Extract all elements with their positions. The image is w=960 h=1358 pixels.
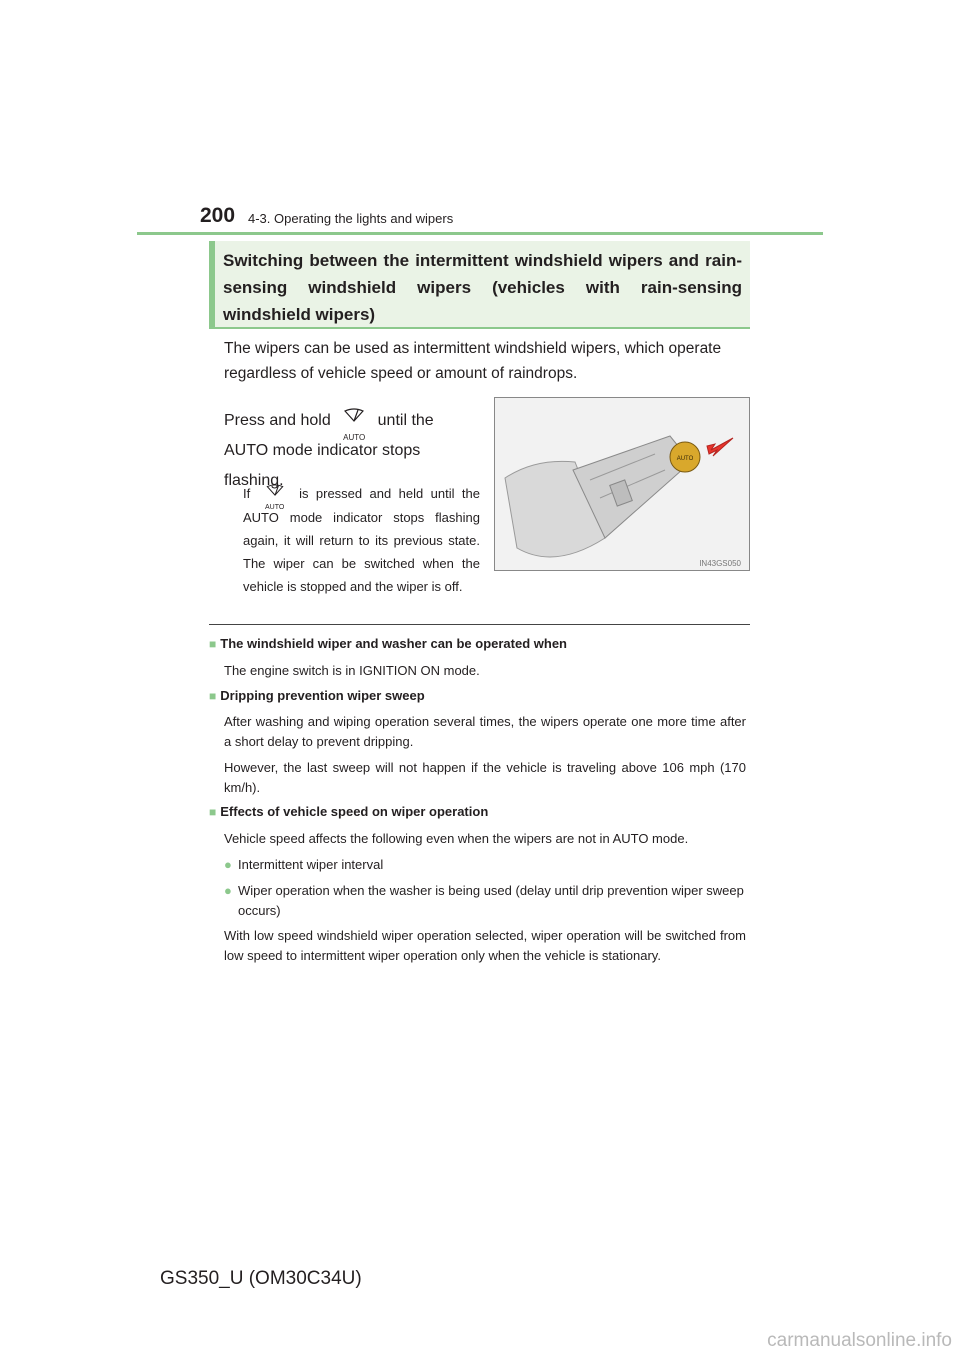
square-bullet-icon: ■ [209, 805, 217, 819]
step-text-before: Press and hold [224, 412, 331, 429]
wiper-auto-small-icon-label: AUTO [264, 503, 285, 511]
wiper-auto-icon [339, 408, 369, 442]
footer-model: GS350_U (OM30C34U) [160, 1268, 362, 1289]
figure-button-label: AUTO [676, 456, 694, 462]
step-note [243, 482, 480, 598]
item-paragraph: After washing and wiping operation several times, the wipers operate one more time after a short delay to prevent dripping. [224, 714, 746, 749]
square-bullet-icon: ■ [209, 689, 217, 703]
bullet-item [224, 881, 750, 921]
item-paragraph: Vehicle speed affects the following even when the wipers are not in AUTO mode. [224, 831, 689, 846]
section-heading: Switching between the intermittent windshield wipers and rain-sensing windshield wipers (vehicles with rain-sensing windshield wipers) [209, 241, 750, 329]
chapter-title: 4-3. Operating the lights and wipers [248, 211, 454, 226]
figure-code: IN43GS050 [699, 559, 741, 568]
wiper-auto-icon-label: AUTO [343, 432, 366, 442]
watermark: carmanualsonline.info [767, 1330, 952, 1351]
square-bullet-icon: ■ [209, 637, 217, 651]
item-heading-text: The windshield wiper and washer can be operated when [220, 636, 567, 651]
round-bullet-icon: ● [224, 883, 232, 898]
item-paragraph: With low speed windshield wiper operation selected, wiper operation will be switched from low speed to intermittent wiper operation only when the vehicle is stationary. [224, 928, 746, 963]
notes-divider [209, 624, 750, 625]
step-text-after: until the AUTO mode indicator stops flashing. [224, 412, 434, 489]
round-bullet-icon: ● [224, 857, 232, 872]
item-heading-operation [209, 636, 567, 651]
item-heading-text: Dripping prevention wiper sweep [220, 688, 425, 703]
bullet-item [224, 855, 750, 875]
item-heading-dripping [209, 688, 425, 703]
item-paragraph: The engine switch is in IGNITION ON mode. [224, 663, 480, 678]
header-rule [137, 232, 823, 235]
note-text-after: is pressed and held until the AUTO mode indicator stops flashing again, it will return to its previous state. The wiper can be switched when the vehicle is stopped and the wiper is off. [243, 486, 480, 594]
bullet-text: Intermittent wiper interval [238, 857, 384, 872]
page-number: 200 [200, 204, 236, 227]
wiper-lever-illustration [495, 398, 750, 571]
item-paragraph: However, the last sweep will not happen if the vehicle is traveling above 106 mph (170 km/h). [224, 760, 746, 795]
note-text-before: If [243, 486, 251, 501]
item-heading-text: Effects of vehicle speed on wiper operation [220, 804, 489, 819]
bullet-text: Wiper operation when the washer is being used (delay until drip prevention wiper sweep occurs) [238, 883, 744, 918]
wiper-lever-figure [494, 397, 750, 571]
item-heading-speed [209, 804, 488, 819]
section-intro: The wipers can be used as intermittent windshield wipers, which operate regardless of vehicle speed or amount of raindrops. [224, 340, 722, 382]
wiper-auto-small-icon [262, 484, 288, 511]
